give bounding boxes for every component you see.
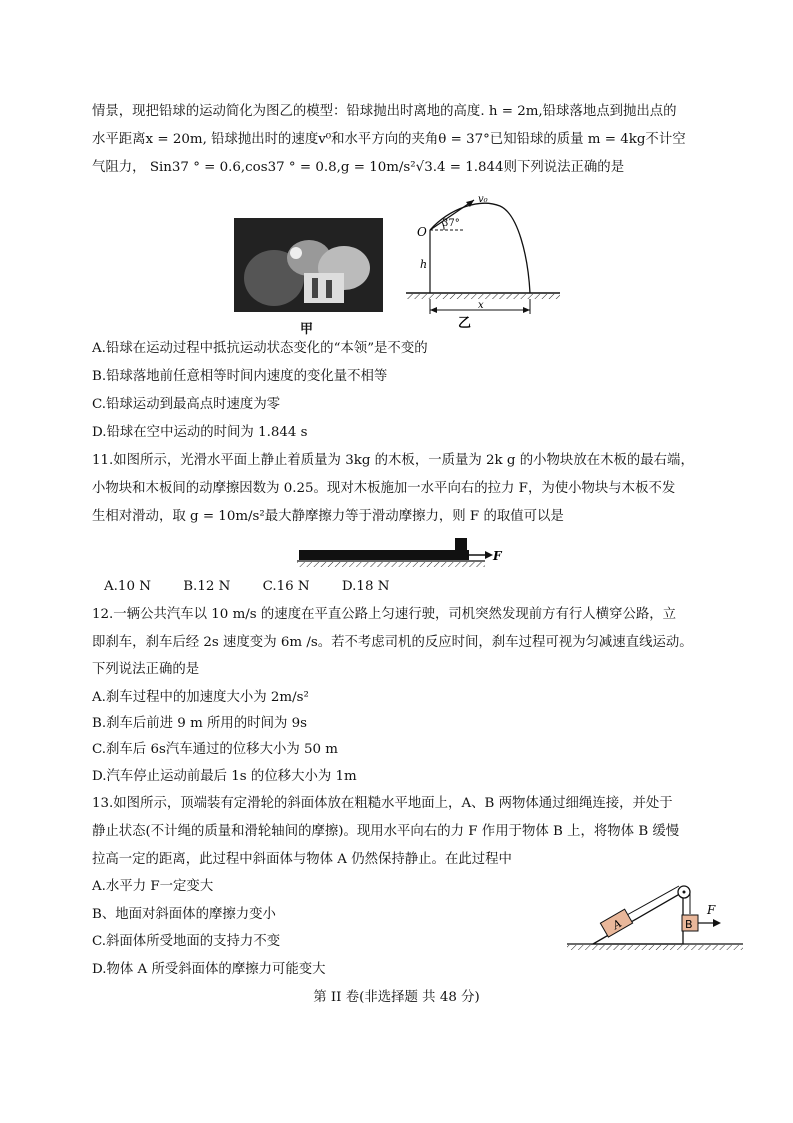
shot-put-photo-image: [234, 218, 383, 312]
q12-line-1: 12.一辆公共汽车以 10 m/s 的速度在平直公路上匀速行驶，司机突然发现前方有行人横穿公路，立: [92, 607, 677, 622]
q13-line-1: 13.如图所示，顶端装有定滑轮的斜面体放在粗糙水平地面上，A、B 两物体通过细绳连接，并处于: [92, 796, 673, 811]
q11-option-d: D.18 N: [341, 579, 390, 594]
q10-line-1: 情景，现把铅球的运动简化为图乙的模型：铅球抛出时离地的高度. h = 2m,铅球落地点到抛出点的: [92, 104, 677, 119]
q13-option-c: C.斜面体所受地面的支持力不变: [92, 934, 281, 949]
label-F-q13: F: [707, 903, 716, 917]
q12-line-2: 即刹车，刹车后经 2s 速度变为 6m /s。若不考虑司机的反应时间，刹车过程可视为匀减速直线运动。: [92, 635, 693, 650]
q10-line-2: 水平距离x = 20m, 铅球抛出时的速度v⁰和水平方向的夹角θ = 37°已知铅球的质量 m = 4kg不计空: [92, 132, 686, 147]
q11-line-1: 11.如图所示，光滑水平面上静止着质量为 3kg 的木板，一质量为 2k g 的小物块放在木板的最右端，: [92, 453, 694, 468]
q12-option-c: C.刹车后 6s汽车通过的位移大小为 50 m: [92, 742, 338, 757]
q13-line-3: 拉高一定的距离，此过程中斜面体与物体 A 仍然保持静止。在此过程中: [92, 852, 512, 867]
q13-option-a: A.水平力 F一定变大: [92, 879, 214, 894]
board-block-diagram: [295, 536, 515, 570]
label-angle: 37°: [442, 218, 460, 229]
label-B: B: [685, 918, 693, 931]
q13-option-d: D.物体 A 所受斜面体的摩擦力可能变大: [92, 962, 326, 977]
q10-option-a: A.铅球在运动过程中抵抗运动状态变化的“本领”是不变的: [92, 341, 428, 356]
q10-option-d: D.铅球在空中运动的时间为 1.844 s: [92, 425, 308, 440]
q10-option-c: C.铅球运动到最高点时速度为零: [92, 397, 281, 412]
q11-options: [104, 579, 417, 594]
q13-line-2: 静止状态(不计绳的质量和滑轮轴间的摩擦)。现用水平向右的力 F 作用于物体 B 上，将物体 B 缓慢: [92, 824, 680, 839]
label-h: h: [420, 258, 428, 271]
q12-option-d: D.汽车停止运动前最后 1s 的位移大小为 1m: [92, 769, 357, 784]
q11-line-2: 小物块和木板间的动摩擦因数为 0.25。现对木板施加一水平向右的拉力 F，为使小物块与木板不发: [92, 481, 676, 496]
q11-option-b: B.12 N: [183, 579, 231, 594]
incline-pulley-diagram: [565, 878, 745, 958]
label-F-q11: F: [493, 549, 502, 563]
q11-option-a: A.10 N: [104, 579, 151, 594]
q12-line-3: 下列说法正确的是: [92, 662, 200, 677]
section-title: 第 II 卷(非选择题 共 48 分): [313, 990, 480, 1005]
label-A: A: [610, 916, 624, 933]
shot-put-photo: [234, 218, 383, 312]
trajectory-diagram: [400, 186, 570, 336]
label-x: x: [478, 300, 484, 311]
q10-option-b: B.铅球落地前任意相等时间内速度的变化量不相等: [92, 369, 388, 384]
q11-option-c: C.16 N: [262, 579, 310, 594]
q13-option-b: B、地面对斜面体的摩擦力变小: [92, 907, 276, 922]
q10-line-3: 气阻力， Sin37 ° = 0.6,cos37 ° = 0.8,g = 10m/s²√3.4 = 1.844则下列说法正确的是: [92, 160, 625, 175]
figure-jia-caption: 甲: [300, 322, 314, 337]
label-v0: v₀: [478, 194, 488, 205]
q12-option-b: B.刹车后前进 9 m 所用的时间为 9s: [92, 716, 308, 731]
q12-option-a: A.刹车过程中的加速度大小为 2m/s²: [92, 690, 309, 705]
figure-yi-caption: 乙: [458, 316, 472, 331]
label-O: O: [417, 225, 427, 239]
q11-line-3: 生相对滑动，取 g = 10m/s²最大静摩擦力等于滑动摩擦力，则 F 的取值可以是: [92, 509, 564, 524]
